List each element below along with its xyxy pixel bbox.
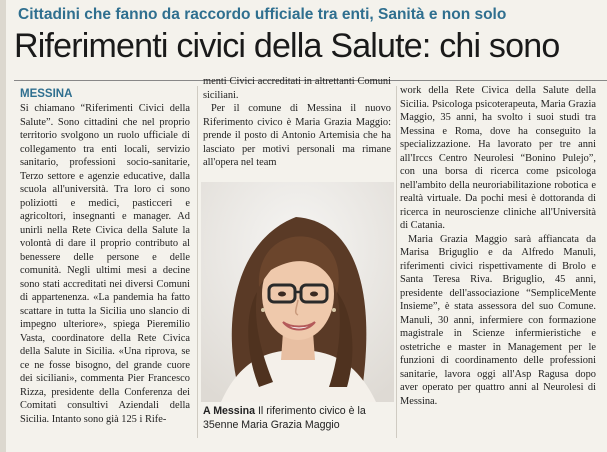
photo-caption (203, 405, 395, 432)
column-divider (396, 86, 397, 438)
column-3-paragraph: Maria Grazia Maggio sarà affiancata da Marisa Briguglio e da Alfredo Manuli, riferimenti civici rispettivamente di Brolo e Santa Teresa Riva. Briguglio, 45 anni, presidente dell'associazione “SempliceMente Insieme”, è stata assessora del suo Comune. Manuli, 30 anni, infermiere con formazione magistrale in Scienze infermieristiche e ostetriche e master in Management per le funzioni di coordinamento delle professioni sanitarie, lavora oggi all'Asp Ragusa dopo aver operato per quattro anni al Neurolesi di Messina. (400, 233, 596, 407)
page-edge-strip (0, 0, 6, 452)
caption-text: Il riferimento civico è la 35enne Maria Grazia Maggio (203, 405, 366, 431)
column-3-paragraph: work della Rete Civica della Salute della Sicilia. Psicologa psicoterapeuta, Maria Grazia Maggio, 35 anni, ha svolto i suoi studi tra Messina e Roma, dove ha conseguito la specializzazione. Ha lavorato per tre anni all'Irccs Centro Neurolesi “Bonino Pulejo”, con una borsa di ricerca come psicologa nell'ambito della neuroriabilitazione robotica e realtà virtuale. Da pochi mesi è dottoranda di ricerca in neuroscienze cliniche all'Università di Catania. (400, 85, 596, 231)
article-kicker: Cittadini che fanno da raccordo ufficiale tra enti, Sanità e non solo (18, 6, 507, 23)
column-1-paragraph: Si chiamano “Riferimenti Civici della Salute”. Sono cittadini che nel proprio territorio svolgono un ruolo ufficiale di collegamento tra enti locali, servizio sanitario, professioni socio-sanitarie, Terzo settore e agenzie educative, dalla scuola all'università. Tra loro ci sono poliziotti e medici, pasticceri e agricoltori, insegnanti e manager. Ad unirli nella Rete Civica della Salute la volontà di dare il proprio contributo al benessere delle persone e delle comunità. Negli ultimi mesi a decine sono stati accreditati nei diversi Comuni di appartenenza. «La pandemia ha fatto scattare in tutta la Sicilia uno slancio di impegno ulteriore», spiega Pieremilio Vasta, coordinatore della Rete Civica della Salute in Sicilia. «Una riprova, se ce ne fosse bisogno, del grande cuore dei siciliani», commenta Pier Francesco Rizza, presidente della Conferenza dei Comitati consultivi Aziendali della Sicilia. Intanto sono già 125 i Rife- (20, 103, 190, 425)
column-divider (197, 86, 198, 438)
article-column-1 (20, 102, 190, 426)
portrait-photo-icon (201, 182, 394, 402)
column-2-continuation: menti Civici accreditati in altrettanti Comuni siciliani. (203, 76, 391, 101)
caption-lead: A Messina (203, 405, 256, 417)
article-column-2 (203, 75, 391, 170)
article-dateline: MESSINA (20, 88, 73, 100)
article-photo (201, 182, 394, 402)
column-2-paragraph: Per il comune di Messina il nuovo Riferimento civico è Maria Grazia Maggio: prende il posto di Antonio Artemisia che ha lasciato per motivi personali ma rimane all'opera nel team (203, 103, 391, 168)
article-column-3 (400, 84, 596, 408)
article-headline: Riferimenti civici della Salute: chi sono (14, 27, 560, 65)
